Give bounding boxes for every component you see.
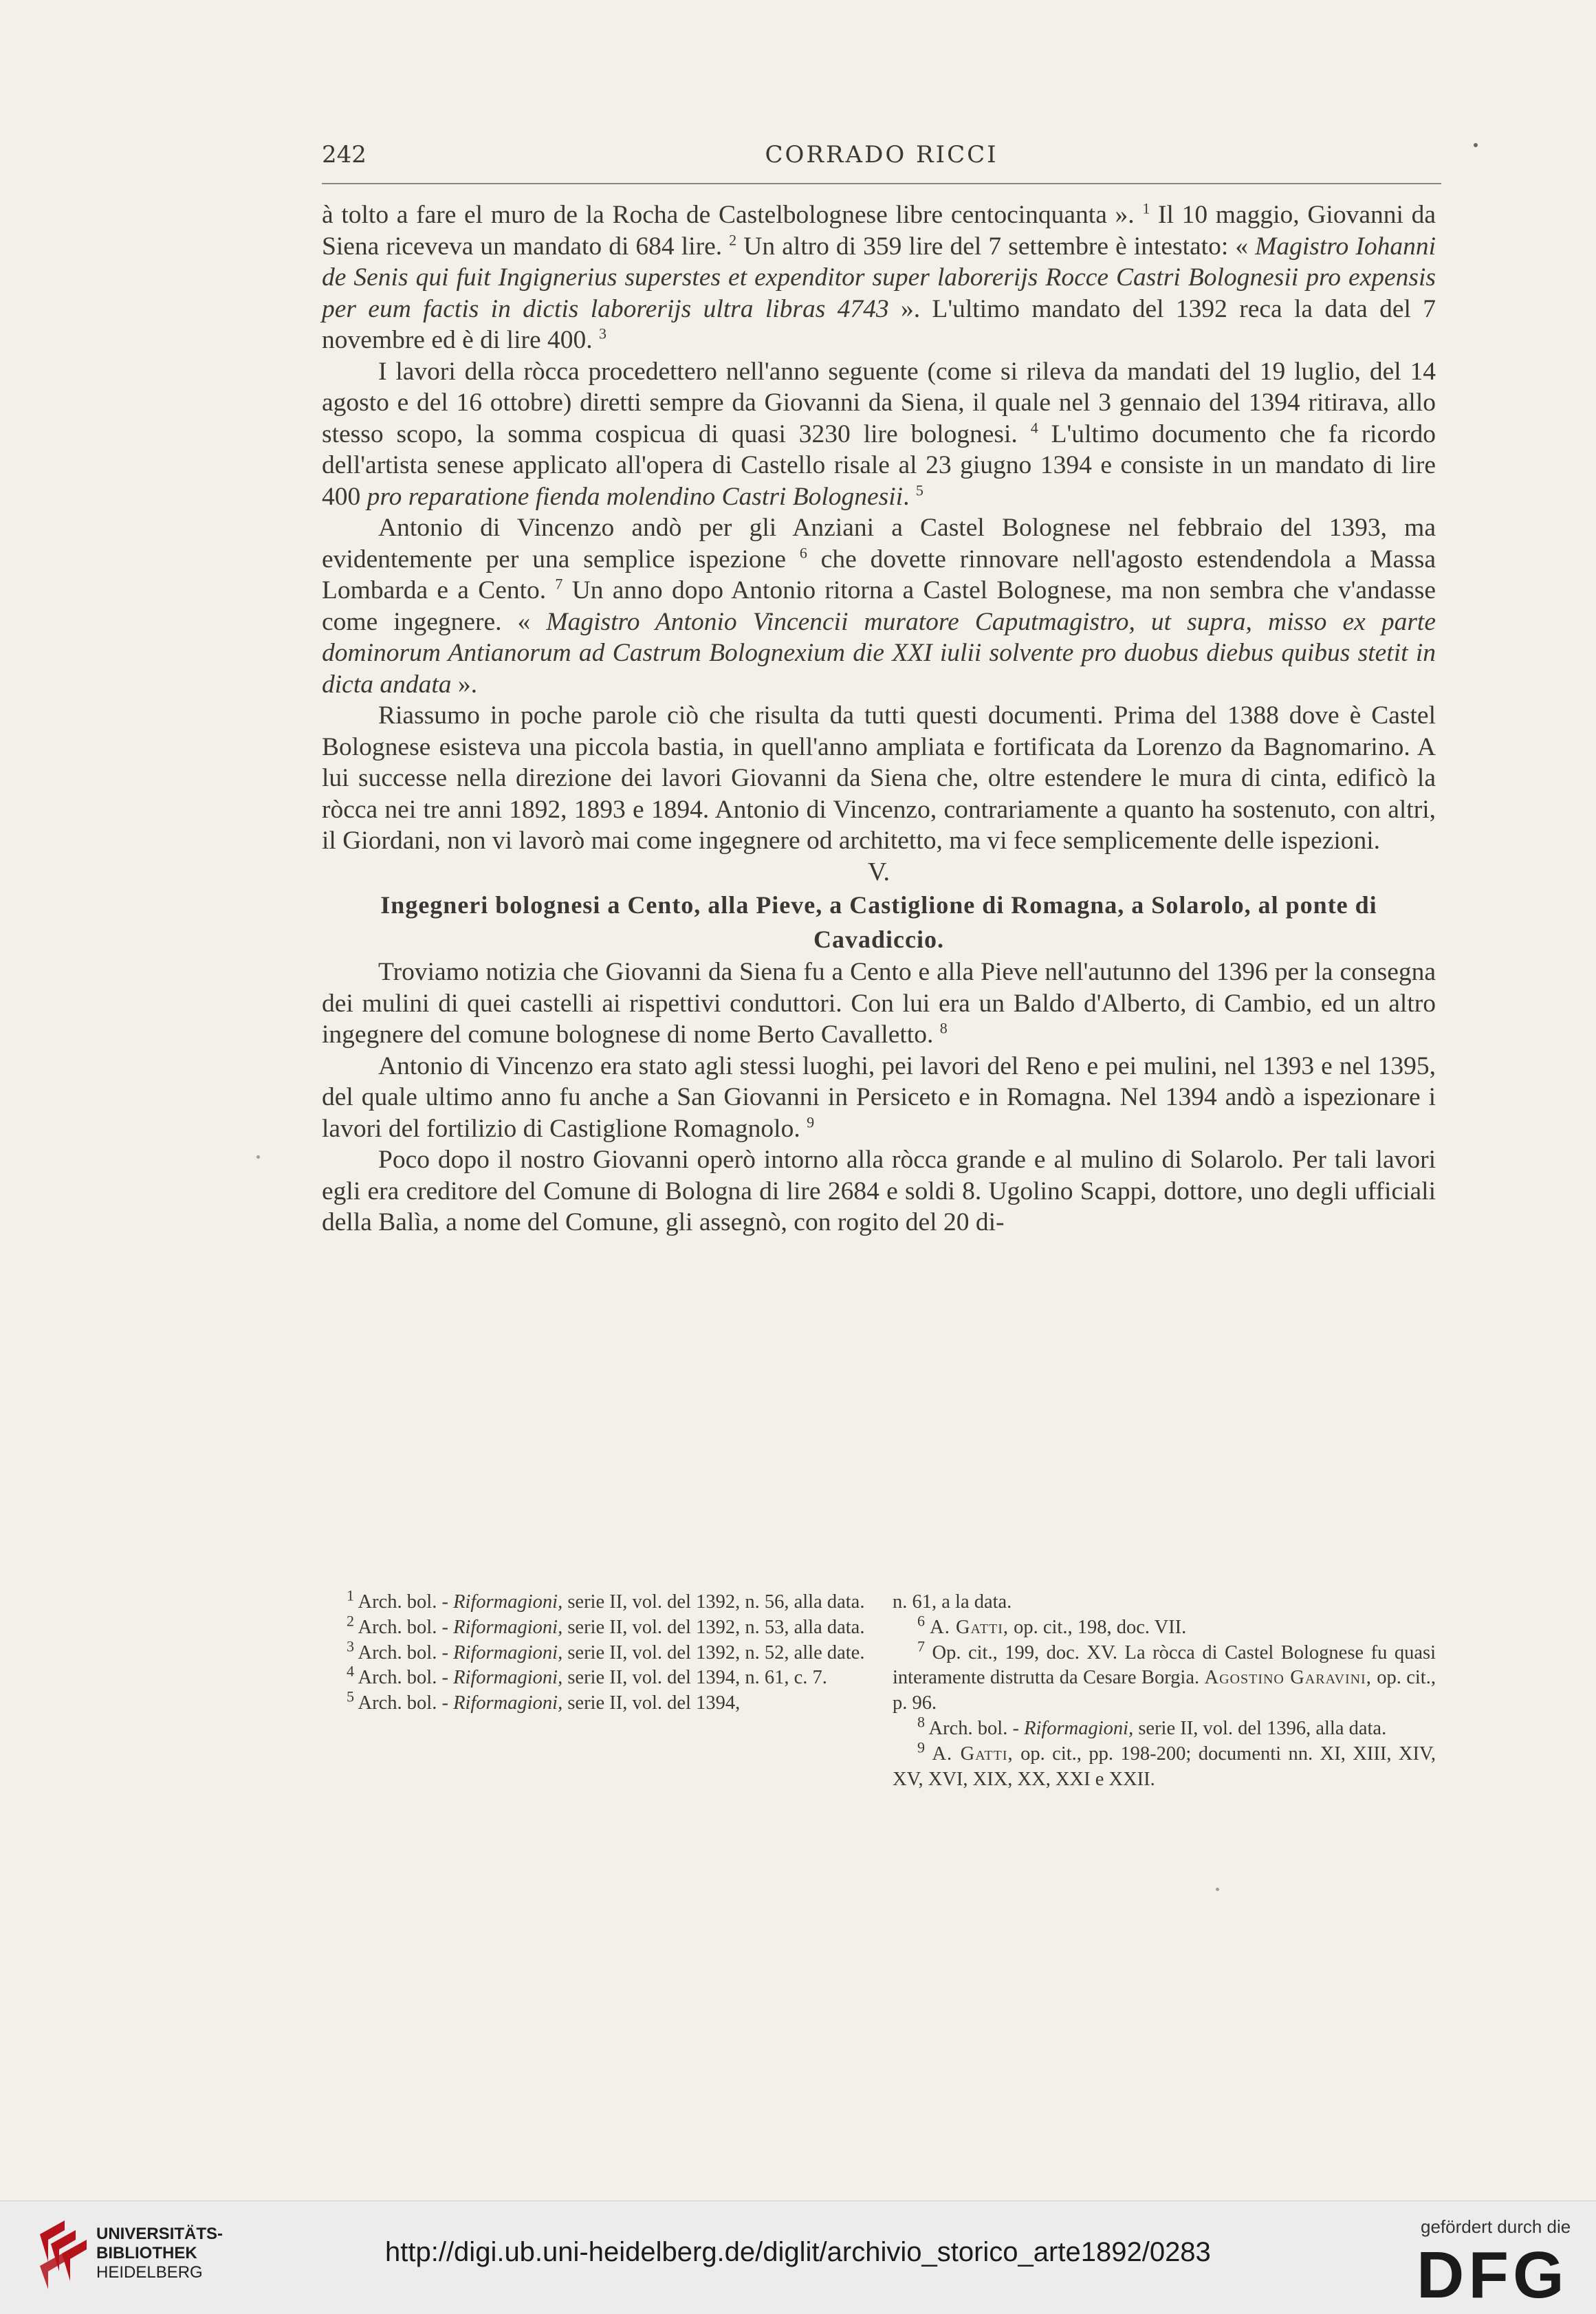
footnote-ref: 6 <box>799 544 807 561</box>
funding-caption: gefördert durch die <box>1421 2216 1571 2237</box>
author-name: Agostino Garavini, <box>1204 1667 1372 1689</box>
footnote-ref: 2 <box>729 231 737 248</box>
paragraph-4: Riassumo in poche parole ciò che risulta da tutti questi documenti. Prima del 1388 dove è Castel Bolognese esisteva una piccola bastia, in quell'anno ampliata e fortificata da Lorenzo da Bagnomarino. A lui successe nella direzione dei lavori Giovanni da Siena che, oltre estendere le mura di cinta, edificò la ròcca nei tre anni 1892, 1893 e 1894. Antonio di Vincenzo, contrariamente a quanto ha sostenuto, con altri, il Giordani, non vi lavorò mai come ingegnere od architetto, ma vi fece semplicemente delle ispezioni. <box>322 701 1436 855</box>
text-run: Troviamo notizia che Giovanni da Siena fu a Cento e alla Pieve nell'autunno del 1396 per la consegna dei mulini di quei castelli ai rispettivi conduttori. Con lui era un Baldo d'Alberto, di Cambio, ed un altro ingegnere del comune bolognese di nome Berto Cavalletto. <box>322 958 1436 1049</box>
text-run: serie II, vol. del 1394, n. 61, c. 7. <box>562 1667 827 1689</box>
text-run: Riformagioni, <box>453 1641 563 1663</box>
text-run: Arch. bol. - <box>354 1591 454 1613</box>
footnote-number: 3 <box>347 1637 354 1655</box>
library-name-line: HEIDELBERG <box>96 2263 203 2282</box>
paragraph-3 <box>322 512 1436 700</box>
text-run: Arch. bol. - <box>354 1667 454 1689</box>
library-name-line: UNIVERSITÄTS- <box>96 2225 223 2243</box>
text-run: op. cit., pp. 198-200; documenti nn. XI, XIII, XIV, XV, XVI, XIX, XX, XXI e XXII. <box>893 1743 1436 1790</box>
text-run: Riformagioni, <box>453 1591 563 1613</box>
running-head: CORRADO RICCI <box>765 141 998 168</box>
scan-speck <box>256 1155 260 1159</box>
text-run: Riformagioni, <box>453 1692 563 1714</box>
text-run: Riformagioni, <box>1024 1717 1134 1739</box>
text-run: Riformagioni, <box>453 1616 563 1638</box>
footnote-continuation: n. 61, a la data. <box>893 1591 1012 1613</box>
university-library-logo-icon[interactable] <box>34 2220 89 2289</box>
text-run: Arch. bol. - <box>925 1717 1025 1739</box>
page-number: 242 <box>322 141 367 168</box>
text-run: ». L'ultimo mandato del 1392 reca la data del 7 novembre ed è di lire 400. <box>322 294 1436 354</box>
main-text <box>322 199 1436 1238</box>
text-run: Arch. bol. - <box>354 1641 454 1663</box>
page-header <box>322 141 1441 175</box>
paragraph-2 <box>322 356 1436 513</box>
viewer-footer <box>0 2201 1596 2314</box>
footnote-ref: 9 <box>807 1113 815 1131</box>
footnote-ref: 1 <box>1142 199 1150 217</box>
latin-quote: pro reparatione fienda molendino Castri Bolognesii <box>367 482 904 511</box>
paragraph-6 <box>322 1051 1436 1145</box>
library-name-line: BIBLIOTHEK <box>96 2244 197 2262</box>
footnote-number: 5 <box>347 1688 354 1705</box>
text-run: serie II, vol. del 1394, <box>562 1692 741 1714</box>
text-run: che dovette rinnovare nell'agosto estendendola a Massa Lombarda e a Cento. <box>322 545 1436 604</box>
text-run: Il 10 maggio, Giovanni da Siena riceveva un mandato di 684 lire. <box>322 201 1436 261</box>
footnotes-left-column <box>322 1586 865 1716</box>
text-run: L'ultimo documento che fa ricordo dell'artista senese applicato all'opera di Castello risale al 23 giugno 1394 e consiste in un mandato di lire 400 <box>322 419 1436 511</box>
footnote-number: 4 <box>347 1662 354 1680</box>
text-run: Riformagioni, <box>453 1667 563 1689</box>
dfg-logo[interactable]: DFG <box>1417 2238 1568 2312</box>
permalink-url[interactable]: http://digi.ub.uni-heidelberg.de/diglit/archivio_storico_arte1892/0283 <box>385 2237 1211 2267</box>
text-run: Arch. bol. - <box>354 1692 454 1714</box>
footnote <box>893 1637 1436 1716</box>
author-name: A. Gatti, <box>930 1616 1009 1638</box>
text-run: . <box>903 482 916 511</box>
text-run: serie II, vol. del 1396, alla data. <box>1133 1717 1387 1739</box>
text-run: Antonio di Vincenzo era stato agli stessi luoghi, pei lavori del Reno e pei mulini, nel 1393 e nel 1395, del quale ultimo anno fu anche a San Giovanni in Persiceto e in Romagna. Nel 1394 andò a ispezionare i lavori del fortilizio di Castiglione Romagnolo. <box>322 1051 1436 1143</box>
footnote-number: 8 <box>917 1713 925 1731</box>
text-run: serie II, vol. del 1392, n. 56, alla data. <box>562 1591 865 1613</box>
text-run: Un altro di 359 lire del 7 settembre è intestato: « <box>736 232 1256 261</box>
footnote-ref: 8 <box>939 1019 948 1037</box>
footnote <box>322 1612 865 1641</box>
text-run: I lavori della ròcca procedettero nell'anno seguente (come si rileva da mandati del 19 luglio, del 14 agosto e del 16 ottobre) diretti sempre da Giovanni da Siena, il quale nel 3 gennaio del 1394 ritirava, allo stesso scopo, la somma cospicua di quasi 3230 lire bolognesi. <box>322 357 1436 448</box>
footnotes-right-column <box>893 1590 1436 1792</box>
scan-speck <box>1474 143 1478 147</box>
footnote <box>893 1713 1436 1742</box>
section-title: Ingegneri bolognesi a Cento, alla Pieve, a Castiglione di Romagna, a Solarolo, al ponte di Cavadiccio. <box>380 891 1377 953</box>
footnote <box>322 1688 865 1716</box>
text-run: Un anno dopo Antonio ritorna a Castel Bolognese, ma non sembra che v'andasse come ingegnere. « <box>322 576 1436 636</box>
paragraph-7: Poco dopo il nostro Giovanni operò intorno alla ròcca grande e al mulino di Solarolo. Per tali lavori egli era creditore del Comune di Bologna di lire 2684 e soldi 8. Ugolino Scappi, dottore, uno degli ufficiali della Balìa, a nome del Comune, gli assegnò, con rogito del 20 di- <box>322 1146 1436 1236</box>
text-run: Arch. bol. - <box>354 1616 454 1638</box>
footnote-number: 7 <box>917 1637 925 1655</box>
footnote-ref: 4 <box>1030 419 1038 436</box>
university-library-name <box>96 2225 223 2282</box>
footnote-number: 6 <box>917 1612 925 1630</box>
footnote-ref: 3 <box>599 325 606 342</box>
text-run: op. cit., p. 96. <box>893 1667 1436 1714</box>
latin-quote: Magistro Antonio Vincencii muratore Caputmagistro, ut supra, misso ex parte dominorum Antianorum ad Castrum Bolognexium die XXI iulii solvente pro duobus diebus quibus stetit in dicta andata <box>322 607 1436 699</box>
text-run: ». <box>451 670 478 699</box>
text-run: Antonio di Vincenzo andò per gli Anziani a Castel Bolognese nel febbraio del 1393, ma evidentemente per una semplice ispezione <box>322 514 1436 574</box>
footnote <box>322 1586 865 1615</box>
footnote <box>893 1738 1436 1793</box>
paragraph-5 <box>322 957 1436 1051</box>
footnote <box>322 1637 865 1666</box>
footnote-number: 2 <box>347 1612 354 1630</box>
latin-quote: Magistro Iohanni de Senis qui fuit Ingignerius superstes et expenditor super laborerijs Rocce Castri Bolognesii pro expensis per eum factis in dictis laborerijs ultra libras 4743 <box>322 232 1436 323</box>
author-name: A. Gatti, <box>932 1743 1014 1765</box>
footnote-ref: 5 <box>915 481 923 499</box>
footnote-number: 1 <box>347 1586 354 1604</box>
header-rule <box>322 183 1441 184</box>
section-number: V. <box>867 857 890 886</box>
text-run: serie II, vol. del 1392, n. 52, alle date. <box>562 1641 865 1663</box>
footnote-number: 9 <box>917 1738 925 1756</box>
footnote <box>893 1612 1436 1641</box>
text-run: Op. cit., 199, doc. XV. La ròcca di Castel Bolognese fu quasi interamente distrutta da Cesare Borgia. <box>893 1641 1436 1689</box>
paragraph-1 <box>322 199 1436 356</box>
footnote-ref: 7 <box>555 575 563 593</box>
text-run: à tolto a fare el muro de la Rocha de Castelbolognese libre centocinquanta ». <box>322 201 1143 229</box>
scan-speck <box>1216 1888 1219 1891</box>
text-run: op. cit., 198, doc. VII. <box>1008 1616 1187 1638</box>
text-run: serie II, vol. del 1392, n. 53, alla data. <box>562 1616 865 1638</box>
footnote <box>322 1662 865 1691</box>
